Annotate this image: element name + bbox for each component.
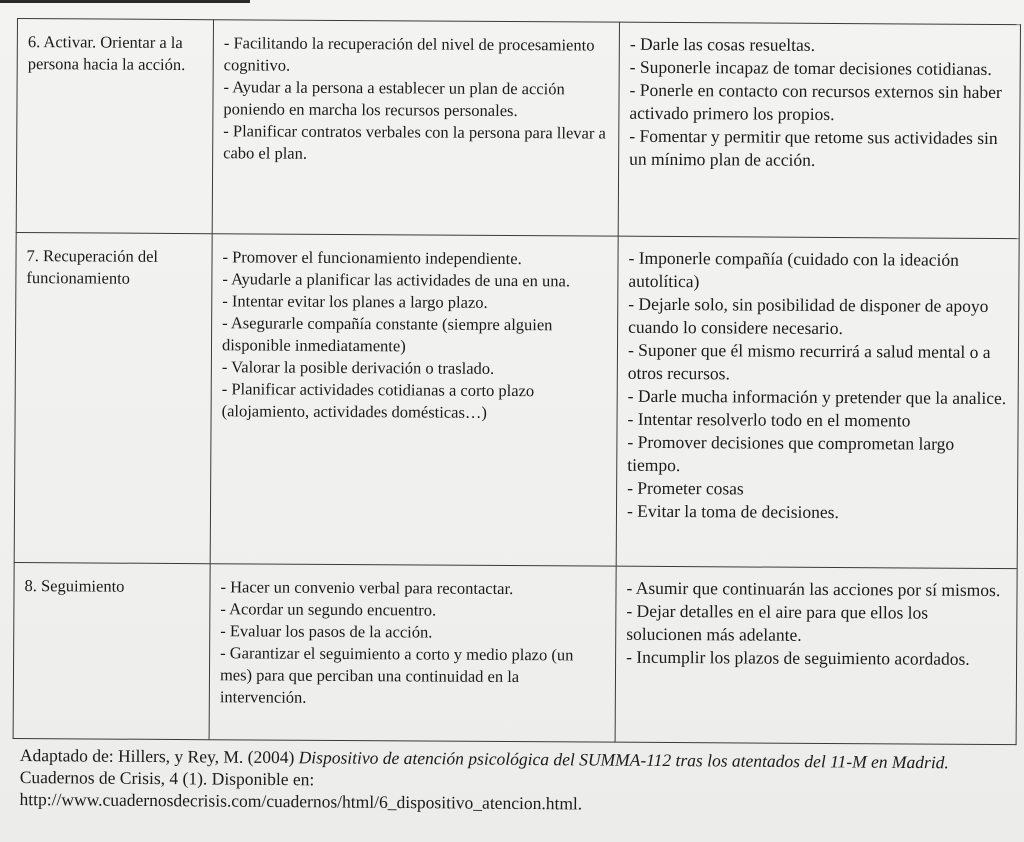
list-item: - Asumir que continuarán las acciones por sí mismos. [626, 577, 1001, 601]
list-item: - Darle las cosas resueltas. [629, 33, 816, 55]
list-item: - Acordar un segundo encuentro. [220, 599, 437, 620]
list-item: - Suponerle incapaz de tomar decisiones cotidianas. [629, 56, 992, 79]
table-row [14, 232, 1019, 568]
citation-url: http://www.cuadernosdecrisis.com/cuadernos/html/6_dispositivo_atencion.html. [19, 788, 583, 814]
stage-cell [13, 562, 210, 739]
list-item: - Garantizar el seguimiento a corto y medio plazo (un mes) para que perciban una continuidad en la intervención. [219, 643, 574, 707]
actions-cell [209, 564, 616, 742]
list-item: - Facilitando la recuperación del nivel de procesamiento cognitivo. [223, 33, 595, 75]
actions-cell [212, 20, 619, 236]
avoid-cell [615, 566, 1017, 744]
source-citation [19, 744, 999, 818]
list-item: - Promover decisiones que comprometan largo tiempo. [627, 431, 955, 476]
list-item: - Suponer que él mismo recurrirá a salud mental o a otros recursos. [627, 339, 991, 384]
top-rule [0, 0, 250, 3]
intervention-table [13, 18, 1007, 744]
table-row [16, 19, 1020, 239]
list-item: - Darle mucha información y pretender que la analice. [627, 385, 1007, 409]
avoid-cell [618, 22, 1020, 238]
avoid-cell [616, 236, 1019, 568]
list-item: - Prometer cosas [627, 477, 744, 499]
stage-label: 7. Recuperación del funcionamiento [26, 246, 159, 288]
citation-suffix: Cuadernos de Crisis, 4 (1). Disponible en: [19, 766, 315, 790]
list-item: - Valorar la posible derivación o traslado. [221, 357, 495, 378]
list-item: - Hacer un convenio verbal para recontactar. [220, 577, 514, 599]
list-item: - Intentar resolverlo todo en el momento [627, 408, 911, 431]
list-item: - Imponerle compañía (cuidado con la ideación autolítica) [628, 247, 960, 292]
list-item: - Evitar la toma de decisiones. [626, 500, 839, 523]
actions-cell [210, 234, 618, 566]
table-row [13, 562, 1017, 744]
list-item: - Dejarle solo, sin posibilidad de disponer de apoyo cuando lo considere necesario. [628, 293, 989, 339]
list-item: - Dejar detalles en el aire para que ellos los solucionen más adelante. [626, 600, 929, 645]
stage-cell [16, 19, 213, 234]
citation-prefix: Adaptado de: Hillers, y Rey, M. (2004) [19, 744, 299, 768]
list-item: - Incumplir los plazos de seguimiento acordados. [626, 646, 970, 669]
list-item: - Asegurarle compañía constante (siempre alguien disponible inmediatamente) [221, 313, 553, 356]
list-item: - Evaluar los pasos de la acción. [220, 621, 433, 642]
list-item: - Ayudar a la persona a establecer un plan de acción poniendo en marcha los recursos personales. [223, 77, 565, 121]
list-item: - Fomentar y permitir que retome sus actividades sin un mínimo plan de acción. [629, 125, 998, 170]
list-item: - Planificar actividades cotidianas a corto plazo (alojamiento, actividades domésticas…) [221, 379, 535, 422]
list-item: - Promover el funcionamiento independiente. [222, 247, 522, 269]
list-item: - Ponerle en contacto con recursos externos sin haber activado primero los propios. [629, 79, 1002, 124]
list-item: - Planificar contratos verbales con la persona para llevar a cabo el plan. [223, 121, 606, 163]
stage-label: 8. Seguimiento [24, 576, 125, 596]
list-item: - Ayudarle a planificar las actividades de una en una. [222, 269, 571, 291]
citation-title: Dispositivo de atención psicológica del SUMMA-112 tras los atentados del 11-M en Madrid. [298, 747, 949, 773]
stage-cell [14, 232, 212, 563]
list-item: - Intentar evitar los planes a largo plazo. [222, 291, 488, 312]
stage-label: 6. Activar. Orientar a la persona hacia la acción. [27, 32, 186, 75]
